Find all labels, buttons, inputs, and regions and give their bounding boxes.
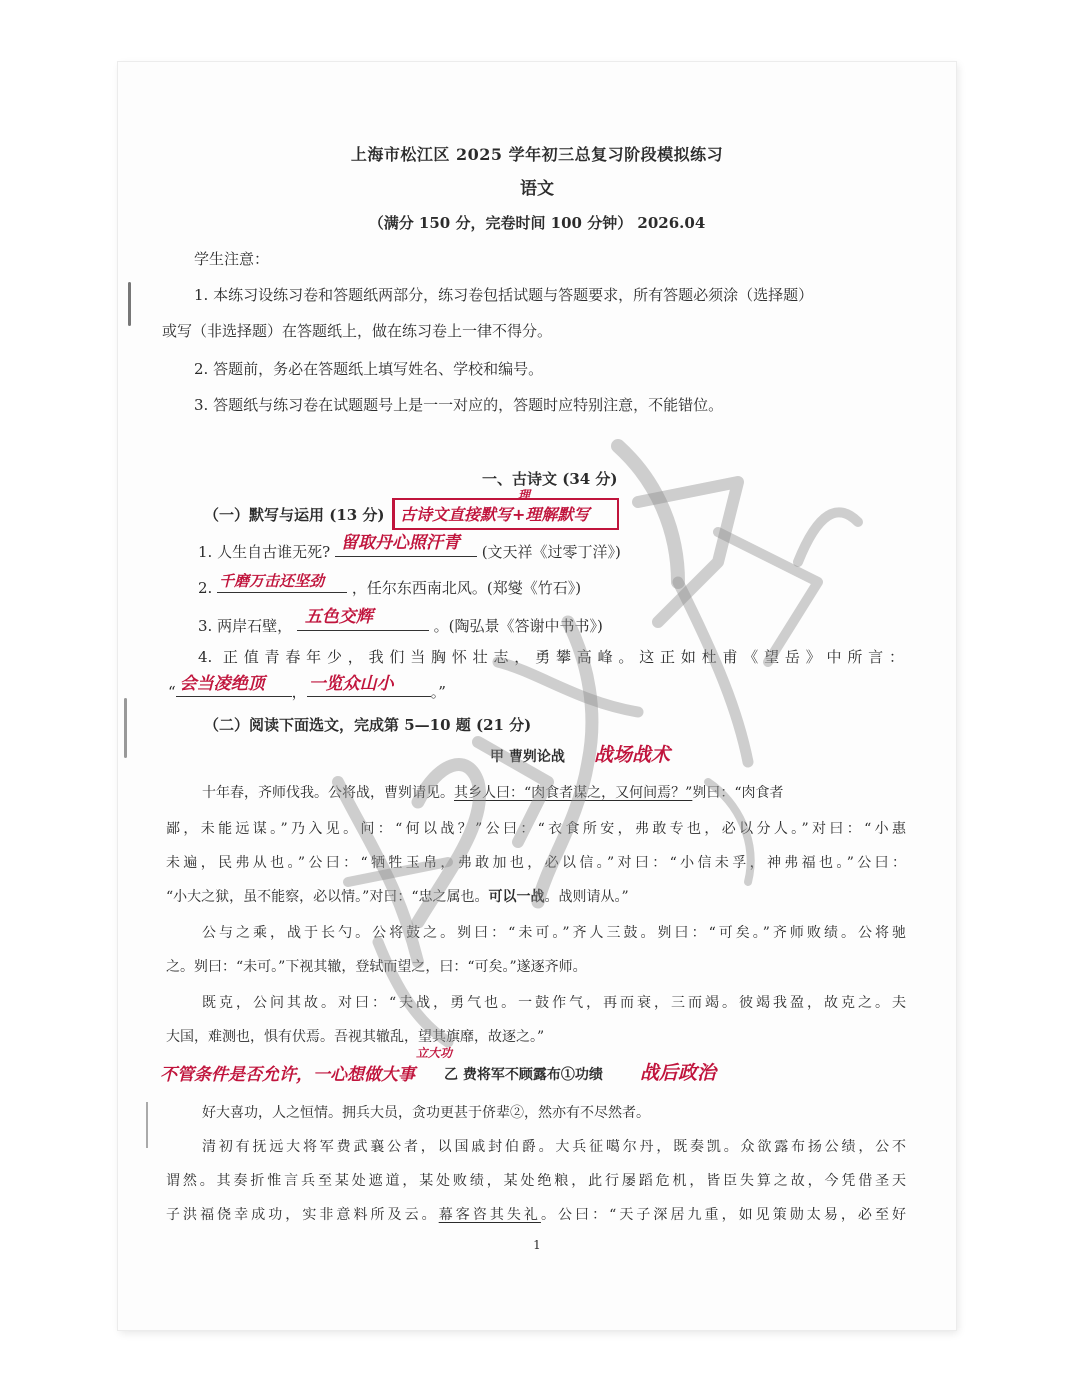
- jia-p1-line4-bold: 可以一战: [488, 889, 545, 905]
- question-4-blank-1: [176, 674, 292, 697]
- question-4-close-quote: 。”: [430, 683, 446, 701]
- yi-p1: 好大喜功，人之恒情。拥兵大员，贪功更甚于侪辈②，然亦有不尽然者。: [202, 1105, 650, 1121]
- jia-p1-line4-a: “小大之狱，虽不能察，必以情。”对曰：“忠之属也。: [166, 889, 489, 905]
- question-4-comma: ，: [291, 683, 307, 701]
- question-1-text: 1. 人生自古谁无死?: [198, 543, 331, 561]
- jia-p1-line1-a: 十年春，齐师伐我。公将战，曹刿请见。: [202, 785, 454, 801]
- handwritten-insert: 理: [518, 488, 531, 502]
- jia-p3-line1: 既克，公问其故。对曰：“夫战，勇气也。一鼓作气，再而衰，三而竭。彼竭我盈，故克之。夫: [202, 995, 906, 1011]
- jia-p1-line1: [202, 782, 904, 804]
- jia-p3-line2: 大国，难测也，惧有伏焉。吾视其辙乱，望其旗靡，故逐之。”: [166, 1029, 545, 1045]
- question-1-answer: 留取丹心照汗青: [340, 533, 460, 553]
- scan-edge-mark: [124, 698, 127, 758]
- yi-p2-line1: 清初有抚远大将军费武襄公者，以国戚封伯爵。大兵征噶尔丹，既奏凯。众欲露布扬公绩，公不: [202, 1139, 906, 1155]
- handwritten-note-yi-small: 立大功: [416, 1046, 453, 1060]
- question-3: [198, 607, 603, 637]
- question-2-blank: [217, 574, 347, 593]
- notice-heading: 学生注意：: [194, 250, 270, 268]
- jia-p1-line4: [166, 886, 629, 908]
- question-2-number: 2.: [198, 579, 213, 597]
- yi-p2-line3-underlined: 幕客咨其失礼: [438, 1207, 541, 1223]
- jia-p1-line4-c: 。战则请从。”: [544, 889, 629, 905]
- handwritten-note-yi-right: 战后政治: [640, 1062, 717, 1084]
- question-4-open-quote: “: [168, 683, 176, 701]
- question-4-blank-2: [307, 674, 431, 697]
- question-3-source: 。(陶弘景《答谢中书书》): [433, 617, 603, 635]
- yi-p2-line2: 谓然。其奏折惟言兵至某处遮道，某处败绩，某处绝粮，此行屡蹈危机，皆臣失算之故，今凭借圣天: [166, 1173, 906, 1189]
- subject-title: 语文: [520, 179, 554, 199]
- scan-edge-mark: [146, 1102, 148, 1148]
- notice-item-1b: 或写（非选择题）在答题纸上，做在练习卷上一律不得分。: [162, 322, 553, 340]
- jia-p1-line1-underlined: 其乡人曰：“肉食者谋之，又何间焉？”: [454, 785, 693, 801]
- part1-heading: 一、古诗文 (34 分): [482, 470, 618, 488]
- notice-item-2: 2. 答题前，务必在答题纸上填写姓名、学校和编号。: [194, 360, 544, 378]
- passage-jia-title: 甲 曹刿论战: [490, 749, 565, 765]
- question-4-text: 4. 正值青春年少，我们当胸怀壮志，勇攀高峰。这正如杜甫《望岳》中所言：: [198, 648, 904, 666]
- question-4-answer-line: [168, 674, 446, 703]
- notice-item-1a: 1. 本练习设练习卷和答题纸两部分，练习卷包括试题与答题要求，所有答题必须涂（选择题）: [194, 286, 814, 304]
- yi-p2-line3-b: 。公曰：“天子深居九重，如见策勋太易，必至好: [540, 1207, 907, 1223]
- question-2-answer: 千磨万击还坚劲: [219, 572, 325, 590]
- question-3-answer: 五色交辉: [304, 607, 373, 627]
- question-1: [198, 533, 621, 563]
- passage-yi-title: 乙 费将军不顾露布①功绩: [444, 1067, 603, 1083]
- handwritten-note-jia: 战场战术: [594, 744, 671, 766]
- question-2: [198, 574, 581, 599]
- scan-edge-mark: [128, 282, 131, 326]
- handwritten-note-section1: 古诗文直接默写+理解默写: [400, 505, 590, 524]
- section1-heading: （一）默写与运用 (13 分): [204, 506, 385, 524]
- jia-p2-line2: 之。刿曰：“未可。”下视其辙，登轼而望之，曰：“可矣。”遂逐齐师。: [166, 959, 587, 975]
- handwritten-note-yi-left: 不管条件是否允许，一心想做大事: [160, 1065, 415, 1085]
- jia-p1-line3: 未遍，民弗从也。”公曰：“牺牲玉帛，弗敢加也，必以信。”对曰：“小信未孚，神弗福也。”公曰：: [166, 855, 906, 871]
- section2-heading: （二）阅读下面选文，完成第 5—10 题 (21 分): [204, 716, 532, 734]
- notice-item-3: 3. 答题纸与练习卷在试题题号上是一一对应的，答题时应特别注意，不能错位。: [194, 396, 724, 414]
- question-2-text: ，任尔东西南北风。(郑燮《竹石》): [351, 579, 582, 597]
- exam-title: 上海市松江区 2025 学年初三总复习阶段模拟练习: [350, 145, 724, 164]
- question-4-answer-2: 一览众山小: [308, 674, 394, 694]
- question-1-source: (文天祥《过零丁洋》): [481, 543, 621, 561]
- jia-p2-line1: 公与之乘，战于长勺。公将鼓之。刿曰：“未可。”齐人三鼓。刿曰：“可矣。”齐师败绩。公将驰: [202, 925, 906, 941]
- question-4-answer-1: 会当凌绝顶: [179, 674, 265, 694]
- yi-p2-line3-a: 子洪福侥幸成功，实非意料所及云。: [166, 1207, 439, 1223]
- exam-info: （满分 150 分，完卷时间 100 分钟） 2026.04: [368, 214, 706, 232]
- question-3-blank: [297, 607, 429, 631]
- question-3-text: 3. 两岸石壁，: [198, 617, 293, 635]
- jia-p1-line1-b: 刿曰：“肉食者: [692, 785, 784, 801]
- question-1-blank: [335, 533, 477, 557]
- exam-paper-sheet: [118, 62, 956, 1330]
- page-number: 1: [533, 1238, 541, 1252]
- yi-p2-line3: [166, 1204, 906, 1226]
- jia-p1-line2: 鄙，未能远谋。”乃入见。问：“何以战？”公曰：“衣食所安，弗敢专也，必以分人。”对曰：“小惠: [166, 821, 906, 837]
